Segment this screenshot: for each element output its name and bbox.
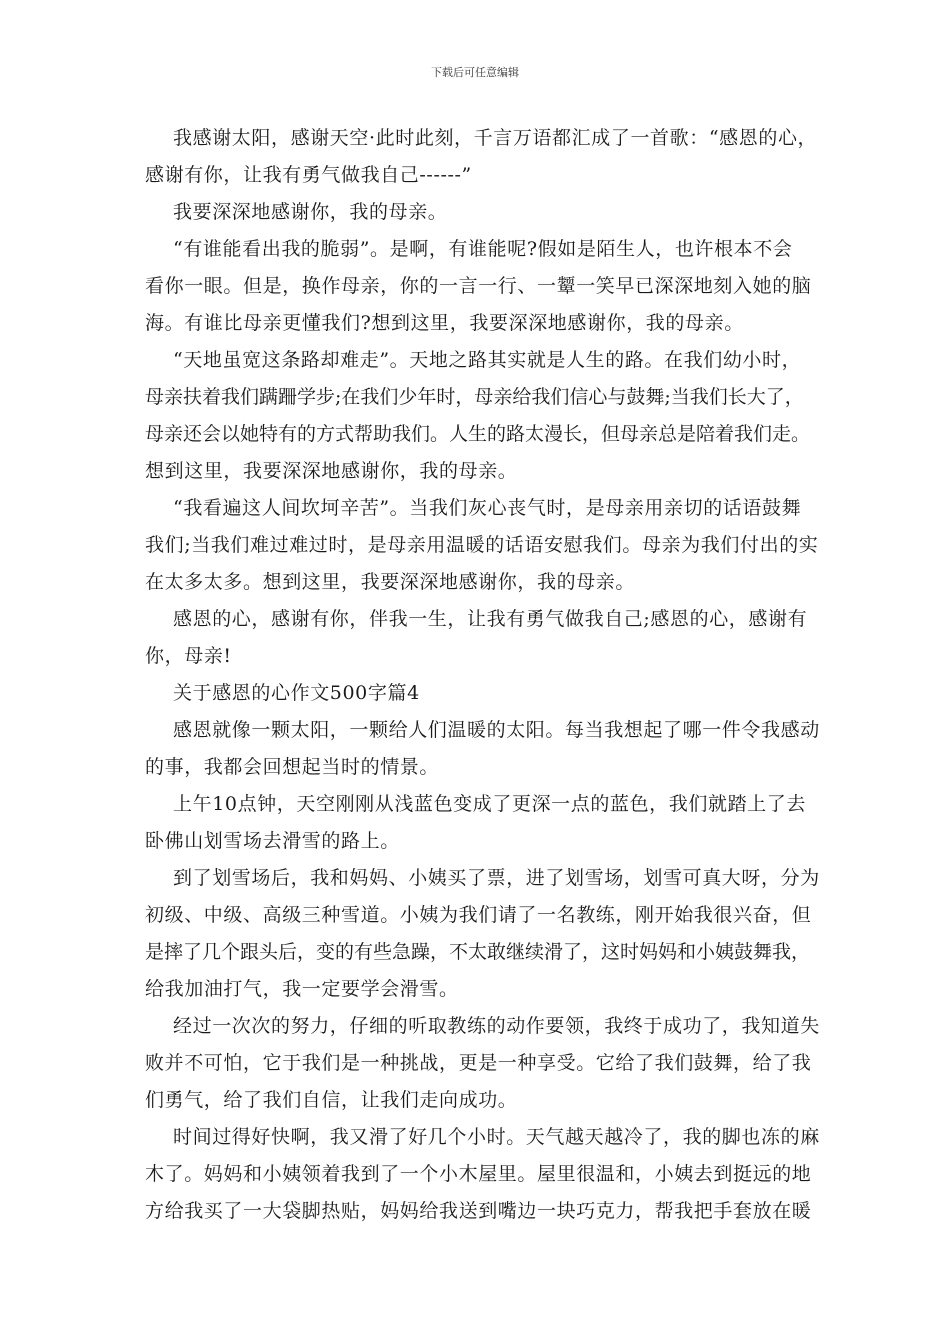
- text-line: 是摔了几个跟头后，变的有些急躁，不太敢继续滑了，这时妈妈和小姨鼓舞我，: [145, 941, 811, 963]
- text-line: 我要深深地感谢你，我的母亲。: [173, 201, 448, 223]
- text-line: 给我加油打气，我一定要学会滑雪。: [145, 978, 459, 1000]
- text-line: 感谢有你，让我有勇气做我自己------”: [145, 164, 472, 186]
- page-header: 下载后可任意编辑: [431, 66, 519, 79]
- text-line: 到了划雪场后，我和妈妈、小姨买了票，进了划雪场，划雪可真大呀，分为: [173, 867, 820, 889]
- text-line: 你，母亲!: [145, 645, 232, 667]
- text-line: 看你一眼。但是，换作母亲，你的一言一行、一颦一笑早已深深地刻入她的脑: [145, 275, 812, 297]
- text-line: 们勇气，给了我们自信，让我们走向成功。: [145, 1089, 518, 1111]
- section-heading: 关于感恩的心作文500字篇4: [173, 682, 420, 704]
- text-line: 想到这里，我要深深地感谢你，我的母亲。: [145, 460, 518, 482]
- text-line: 母亲还会以她特有的方式帮助我们。人生的路太漫长，但母亲总是陪着我们走。: [145, 423, 811, 445]
- text-line: 卧佛山划雪场去滑雪的路上。: [145, 830, 400, 852]
- text-line: “有谁能看出我的脆弱”。是啊，有谁能呢?假如是陌生人，也许根本不会: [173, 238, 793, 260]
- text-line: 感恩的心，感谢有你，伴我一生，让我有勇气做我自己;感恩的心，感谢有: [173, 608, 808, 630]
- text-line: 我感谢太阳，感谢天空·此时此刻，千言万语都汇成了一首歌：“感恩的心，: [173, 127, 818, 149]
- text-line: 海。有谁比母亲更懂我们?想到这里，我要深深地感谢你，我的母亲。: [145, 312, 744, 334]
- text-line: “我看遍这人间坎坷辛苦”。当我们灰心丧气时，是母亲用亲切的话语鼓舞: [173, 497, 802, 519]
- text-line: 在太多太多。想到这里，我要深深地感谢你，我的母亲。: [145, 571, 636, 593]
- text-line: 时间过得好快啊，我又滑了好几个小时。天气越天越冷了，我的脚也冻的麻: [173, 1126, 820, 1148]
- text-line: 的事，我都会回想起当时的情景。: [145, 756, 440, 778]
- text-line: 败并不可怕，它于我们是一种挑战，更是一种享受。它给了我们鼓舞，给了我: [145, 1052, 812, 1074]
- text-line: 母亲扶着我们蹒跚学步;在我们少年时，母亲给我们信心与鼓舞;当我们长大了，: [145, 386, 804, 408]
- document-body: [145, 120, 820, 1230]
- text-line: 我们;当我们难过难过时，是母亲用温暖的话语安慰我们。母亲为我们付出的实: [145, 534, 819, 556]
- text-line: 方给我买了一大袋脚热贴，妈妈给我送到嘴边一块巧克力，帮我把手套放在暖: [145, 1200, 812, 1222]
- text-line: “天地虽宽这条路却难走”。天地之路其实就是人生的路。在我们幼小时，: [173, 349, 802, 371]
- text-line: 初级、中级、高级三种雪道。小姨为我们请了一名教练，刚开始我很兴奋，但: [145, 904, 812, 926]
- text-line: 上午10点钟，天空刚刚从浅蓝色变成了更深一点的蓝色，我们就踏上了去: [173, 793, 806, 815]
- text-line: 感恩就像一颗太阳，一颗给人们温暖的太阳。每当我想起了哪一件令我感动: [173, 719, 820, 741]
- text-line: 木了。妈妈和小姨领着我到了一个小木屋里。屋里很温和，小姨去到挺远的地: [145, 1163, 812, 1185]
- text-line: 经过一次次的努力，仔细的听取教练的动作要领，我终于成功了，我知道失: [173, 1015, 820, 1037]
